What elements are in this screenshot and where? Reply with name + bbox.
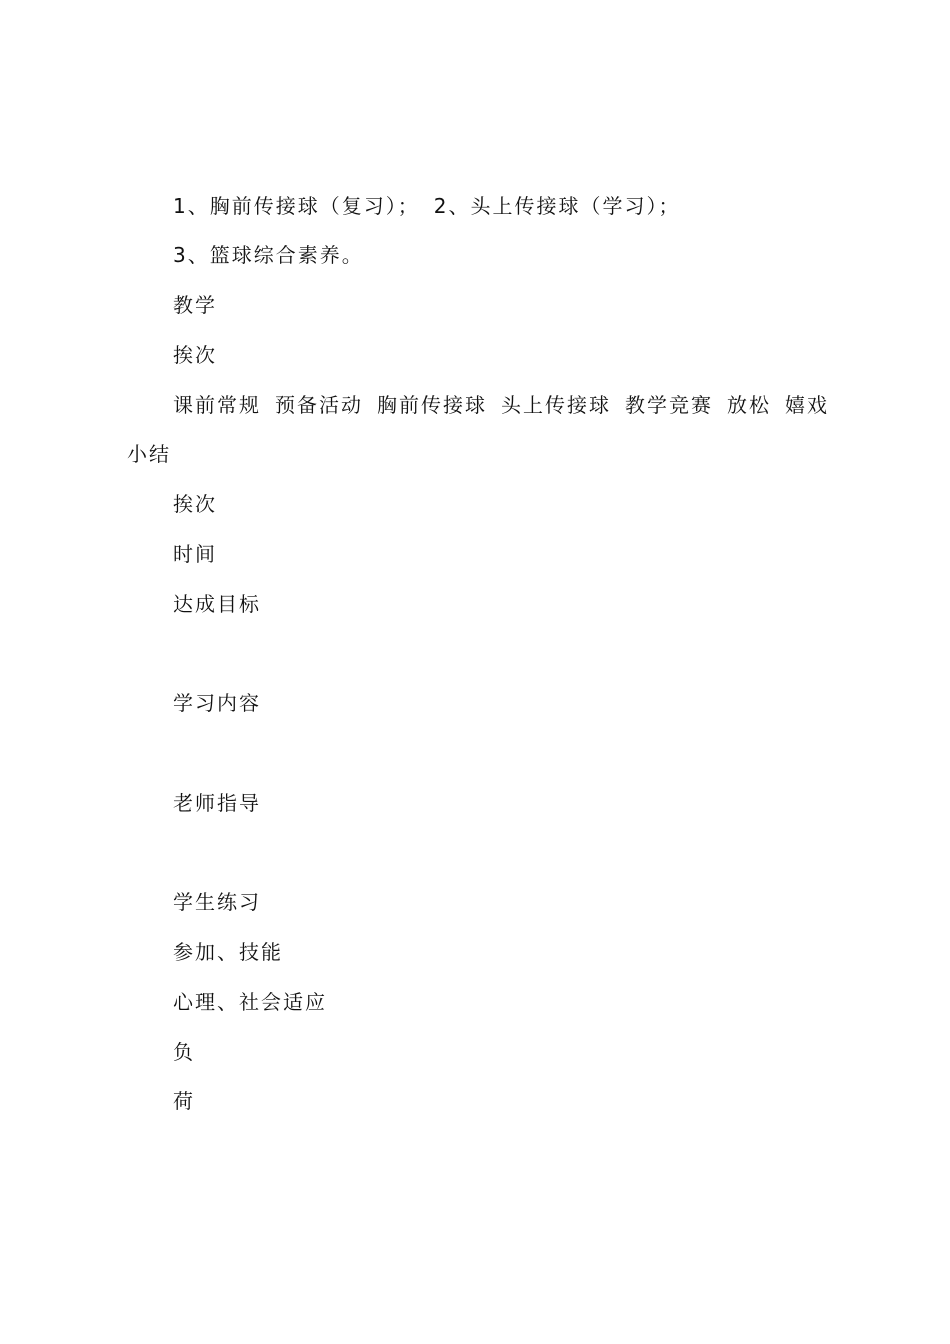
- label-teacher: 老师指导: [173, 791, 261, 815]
- label-order: 挨次: [173, 343, 217, 367]
- sequence-item: 课前常规: [173, 393, 261, 417]
- content-item-chest-pass: 1、胸前传接球（复习）；: [173, 194, 420, 218]
- sequence-line: [173, 391, 829, 419]
- sequence-item: 嬉戏: [785, 393, 829, 417]
- content-line-1: [173, 192, 680, 220]
- sequence-wrap: 小结: [127, 442, 171, 466]
- label-goal: 达成目标: [173, 592, 261, 616]
- content-item-overhead-pass: 2、头上传接球（学习）；: [433, 194, 681, 218]
- label-load-1: 负: [173, 1040, 195, 1064]
- label-content: 学习内容: [173, 691, 261, 715]
- sequence-item: 教学竞赛: [625, 393, 713, 417]
- sequence-item: 头上传接球: [501, 393, 611, 417]
- sequence-item: 放松: [727, 393, 771, 417]
- sequence-item: 胸前传接球: [377, 393, 487, 417]
- label-psych: 心理、社会适应: [173, 990, 327, 1014]
- label-time: 时间: [173, 542, 217, 566]
- label-teaching: 教学: [173, 293, 217, 317]
- label-order-2: 挨次: [173, 492, 217, 516]
- sequence-item: 预备活动: [275, 393, 363, 417]
- content-line-2: 3、篮球综合素养。: [173, 243, 364, 267]
- label-load-2: 荷: [173, 1089, 195, 1113]
- label-student: 学生练习: [173, 890, 261, 914]
- label-participation: 参加、技能: [173, 940, 283, 964]
